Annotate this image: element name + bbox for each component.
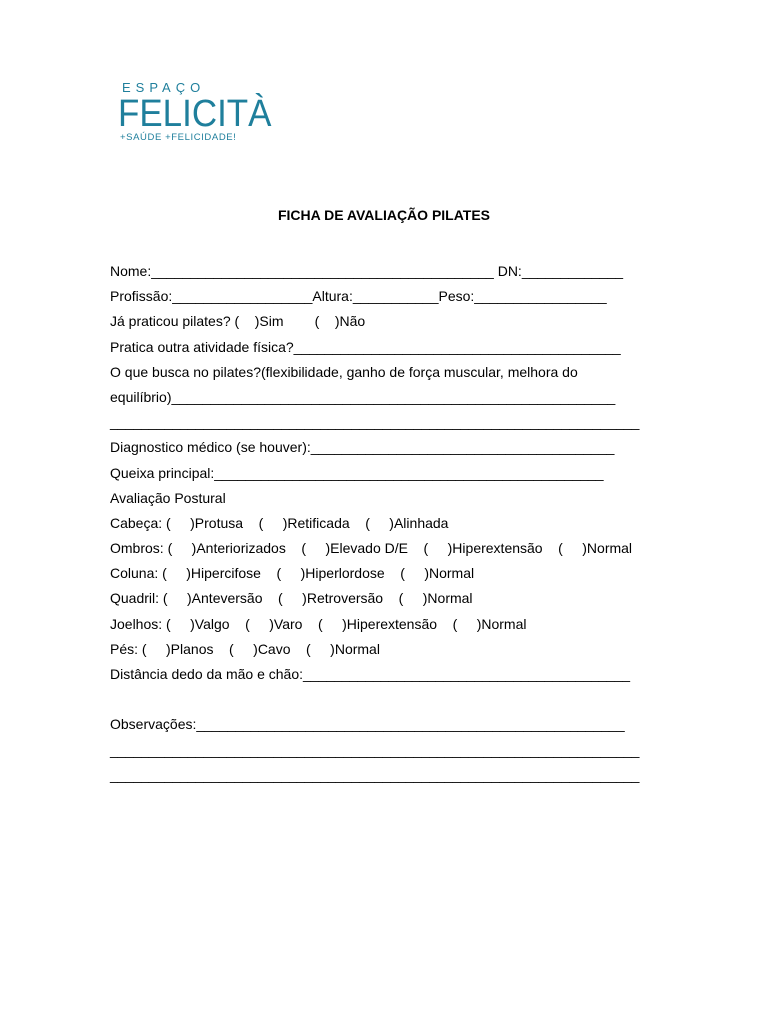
field-observacoes-line-2: ____________________________________________________________________ xyxy=(110,741,640,758)
field-praticou: Já praticou pilates? ( )Sim ( )Não xyxy=(110,313,366,330)
section-avaliacao-postural: Avaliação Postural xyxy=(110,489,226,506)
form-title: FICHA DE AVALIAÇÃO PILATES xyxy=(277,207,491,223)
field-ombros: Ombros: ( )Anteriorizados ( )Elevado D/E ( )Hiperextensão ( )Normal xyxy=(110,540,633,557)
logo-tagline: +SAÚDE +FELICIDADE! xyxy=(120,132,237,143)
field-busca-line-3: ____________________________________________________________________ xyxy=(110,414,640,431)
field-joelhos: Joelhos: ( )Valgo ( )Varo ( )Hiperextensão ( )Normal xyxy=(110,615,527,632)
field-distancia: Distância dedo da mão e chão:__________________________________________ xyxy=(110,666,631,682)
logo-main-text: FELICITÀ xyxy=(118,93,272,135)
field-coluna: Coluna: ( )Hipercifose ( )Hiperlordose ( )Normal xyxy=(110,565,475,582)
spacer xyxy=(110,687,680,712)
brand-logo xyxy=(118,80,272,143)
field-nome: Nome:____________________________________________ DN:_____________ xyxy=(110,263,624,279)
field-outra-atividade: Pratica outra atividade física?__________________________________________ xyxy=(110,338,621,355)
field-queixa: Queixa principal:__________________________________________________ xyxy=(110,464,604,481)
logo-top-text: ESPAÇO xyxy=(122,80,206,95)
field-profissao: Profissão:__________________Altura:___________Peso:_________________ xyxy=(110,288,607,305)
field-observacoes: Observações:_______________________________________________________ xyxy=(110,716,625,733)
field-observacoes-line-3: ____________________________________________________________________ xyxy=(110,766,640,783)
field-pes: Pés: ( )Planos ( )Cavo ( )Normal xyxy=(110,640,380,657)
field-quadril: Quadril: ( )Anteversão ( )Retroversão ( )Normal xyxy=(110,590,473,607)
field-cabeca: Cabeça: ( )Protusa ( )Retificada ( )Alinhada xyxy=(110,514,449,531)
field-busca-line-1: O que busca no pilates?(flexibilidade, ganho de força muscular, melhora do xyxy=(110,363,578,380)
field-busca-line-2: equilíbrio)_________________________________________________________ xyxy=(110,388,616,405)
field-diagnostico: Diagnostico médico (se houver):_______________________________________ xyxy=(110,439,615,456)
form-body xyxy=(110,259,680,788)
